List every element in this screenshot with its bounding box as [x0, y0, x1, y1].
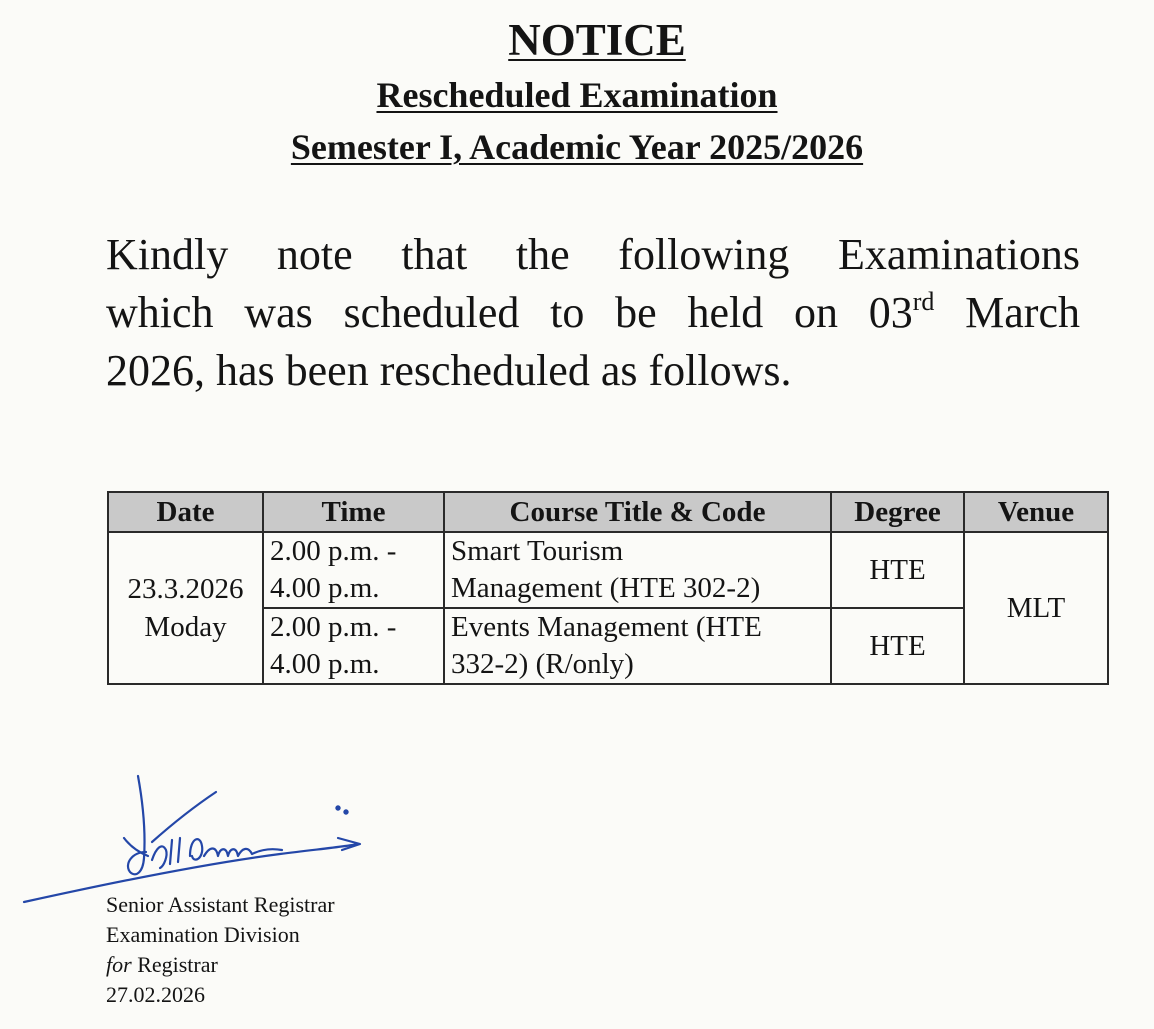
exam-course-cell [444, 532, 831, 608]
body-line-1: Kindly note that the following Examinations [106, 230, 1080, 279]
signatory-division: Examination Division [106, 922, 300, 947]
table-header-row [108, 492, 1108, 532]
course-title-line: 332-2) (R/only) [451, 648, 634, 680]
exam-venue-cell: MLT [964, 532, 1108, 684]
body-line-2-end: March [934, 288, 1080, 337]
header-degree: Degree [831, 492, 964, 532]
exam-time-end: 4.00 p.m. [270, 648, 380, 680]
registrar-word: Registrar [131, 952, 218, 977]
exam-time-cell [263, 608, 444, 684]
header-course: Course Title & Code [444, 492, 831, 532]
exam-time-start: 2.00 p.m. - [270, 611, 397, 643]
body-line-3: 2026, has been rescheduled as follows. [106, 346, 792, 395]
signature-block [106, 890, 335, 1010]
notice-body [106, 226, 1080, 400]
exam-day: Moday [144, 611, 227, 643]
course-title-line: Smart Tourism [451, 535, 624, 567]
table-row [108, 532, 1108, 608]
exam-degree-cell: HTE [831, 532, 964, 608]
notice-title: NOTICE [508, 15, 686, 65]
ordinal-suffix: rd [912, 287, 935, 316]
exam-date-cell [108, 532, 263, 684]
exam-schedule-table [107, 491, 1109, 685]
for-word: for [106, 952, 132, 977]
exam-degree-cell: HTE [831, 608, 964, 684]
body-line-2-start: which was scheduled to be held on 03 [106, 288, 913, 337]
semester-title: Semester I, Academic Year 2025/2026 [290, 127, 864, 167]
header-time: Time [263, 492, 444, 532]
course-title-line: Management (HTE 302-2) [451, 572, 761, 604]
signatory-for-registrar [106, 950, 335, 980]
exam-date: 23.3.2026 [127, 573, 244, 605]
header-date: Date [108, 492, 263, 532]
exam-course-cell [444, 608, 831, 684]
body-line-2 [106, 284, 1080, 342]
exam-time-start: 2.00 p.m. - [270, 535, 397, 567]
notice-date: 27.02.2026 [106, 982, 205, 1007]
course-title-line: Events Management (HTE [451, 611, 762, 643]
notice-subtitle: Rescheduled Examination [376, 75, 778, 115]
header-venue: Venue [964, 492, 1108, 532]
exam-time-end: 4.00 p.m. [270, 572, 380, 604]
exam-time-cell [263, 532, 444, 608]
signatory-title: Senior Assistant Registrar [106, 892, 335, 917]
